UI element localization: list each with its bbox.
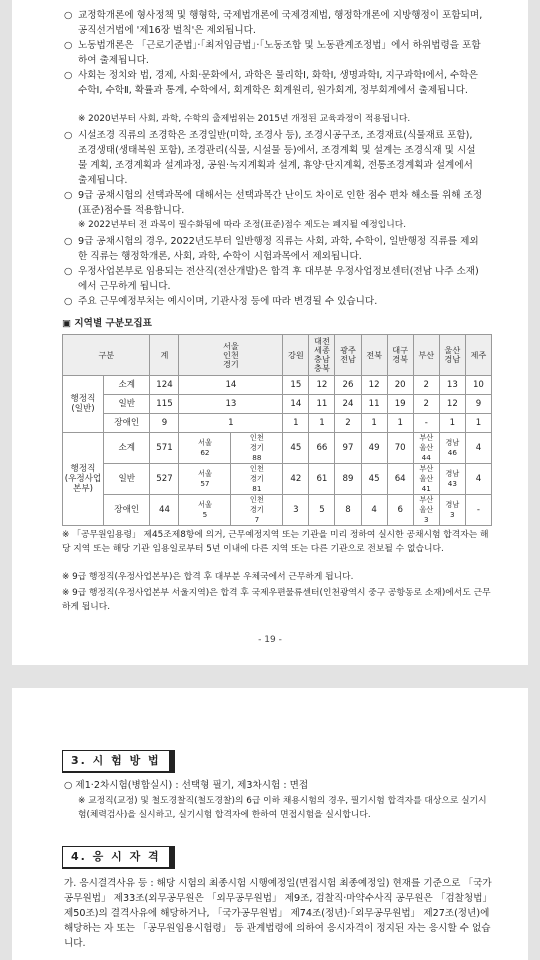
cell: 서울 57 (179, 464, 231, 495)
header-seoul-incheon-gyeonggi: 서울 인천 경기 (179, 335, 283, 376)
table-row (63, 495, 492, 526)
header-jeonbuk: 전북 (361, 335, 387, 376)
cell: 12 (439, 395, 465, 414)
cell: 571 (150, 433, 179, 464)
table-title: ▣ 지역별 구분모집표 (62, 318, 152, 329)
bullet-item (64, 294, 484, 309)
cell: 11 (361, 395, 387, 414)
header-gangwon: 강원 (283, 335, 309, 376)
cell: 2 (413, 395, 439, 414)
table-note: ※ 「공무원임용령」 제45조제8항에 의거, 근무예정지역 또는 기관을 미리 정하여 실시한 공채시험 합격자는 해당 지역 또는 해당 기관 임용일로부터 5년 이내에 다른 지역 또는 다른 기관으로 전보될 수 없습니다. (62, 530, 489, 554)
cell: 10 (465, 376, 491, 395)
header-busan: 부산 (413, 335, 439, 376)
cell: 45 (283, 433, 309, 464)
cell: 부산 울산 44 (413, 433, 439, 464)
bullet-text: 사회는 정치와 법, 경제, 사회·문화에서, 과학은 물리학Ⅰ, 화학Ⅰ, 생명과학Ⅰ, 지구과학Ⅰ에서, 수학은 수학Ⅰ, 수학Ⅱ, 확률과 통계, 수학에서, 회계학은 회계원리, 원가회계, 정부회계에서 출제됩니다. (78, 70, 478, 96)
cell: 1 (309, 414, 335, 433)
group-label: 행정직 (일반) (63, 376, 104, 433)
bullet-marker: ○ (64, 236, 73, 247)
bullet-text: 주요 근무예정부처는 예시이며, 기관사정 등에 따라 변경될 수 있습니다. (78, 296, 378, 307)
cell: 64 (387, 464, 413, 495)
cell: 12 (361, 376, 387, 395)
cell: 3 (283, 495, 309, 526)
table-row (63, 376, 492, 395)
table-row (63, 433, 492, 464)
row-type: 일반 (104, 464, 150, 495)
cell: 4 (465, 464, 491, 495)
cell: 66 (309, 433, 335, 464)
bullet-marker: ○ (64, 266, 73, 277)
table-row (63, 464, 492, 495)
cell: 1 (179, 414, 283, 433)
cell: 12 (309, 376, 335, 395)
cell: 11 (309, 395, 335, 414)
bullet-marker: ○ (64, 190, 73, 201)
bullet-marker: ○ (64, 130, 73, 141)
exam-method-bullet: ○ 제1·2차시험(병합실시) : 선택형 필기, 제3차시험 : 면접 (64, 780, 309, 791)
table-note: ※ 9급 행정직(우정사업본부 서울지역)은 합격 후 국제우편물류센터(인천광역시 중구 공항동로 소재)에서도 근무하게 됩니다. (62, 588, 491, 612)
bullet-text: 시설조경 직류의 조경학은 조경일반(미학, 조경사 등), 조경시공구조, 조경재료(식물재료 포함), 조경생태(생태복원 포함), 조경관리(식물, 시설물 등)에서, 조경계획 및 설계는 조경식재 및 시설물 계획, 조경계획과 설계과정, 공원·녹지계획과 설계, 휴양·단지계획, 전통조경계획과 설계에서 출제됩니다. (78, 130, 476, 186)
inline-note: ※ 2022년부터 전 과목이 필수화됨에 따라 조정(표준)점수 제도는 폐지될 예정입니다. (78, 220, 407, 230)
cell: 42 (283, 464, 309, 495)
eligibility-item: 가. 응시결격사유 등 : 해당 시험의 최종시험 시행예정일(면접시험 최종예정일) 현재를 기준으로 「국가공무원법」 제33조(외무공무원은 「외무공무원법」 제9조, 검찰직·마약수사직 공무원은 「검찰청법」 제50조)의 결격사유에 해당하거나, 「국가공무원법」 제74조(정년)·「외무공무원법」 제27조(정년)에 해당하는 자 또는 「공무원임용시험령」 등 관계법령에 의하여 응시자격이 정지된 자는 응시할 수 없습니다. (64, 878, 493, 949)
cell: 5 (309, 495, 335, 526)
row-type: 소계 (104, 433, 150, 464)
cell: 경남 46 (439, 433, 465, 464)
cell: 15 (283, 376, 309, 395)
cell: 49 (361, 433, 387, 464)
cell: 부산 울산 3 (413, 495, 439, 526)
header-gwangju-jeonnam: 광주 전남 (335, 335, 361, 376)
cell: 26 (335, 376, 361, 395)
cell: 6 (387, 495, 413, 526)
cell: 61 (309, 464, 335, 495)
cell: 115 (150, 395, 179, 414)
cell: 13 (439, 376, 465, 395)
header-daejeon-sejong-chungcheong: 대전 세종 충남 충북 (309, 335, 335, 376)
row-type: 소계 (104, 376, 150, 395)
cell: 경남 3 (439, 495, 465, 526)
cell: 97 (335, 433, 361, 464)
cell: 24 (335, 395, 361, 414)
page-number: - 19 - (258, 635, 282, 645)
cell: 14 (283, 395, 309, 414)
bullet-marker: ○ (64, 40, 73, 51)
recruitment-table (62, 334, 492, 526)
bullet-item (64, 38, 484, 68)
cell: 인천 경기 88 (231, 433, 283, 464)
row-type: 장애인 (104, 414, 150, 433)
bullet-text: 9급 공채시험의 경우, 2022년도부터 일반행정 직류는 사회, 과학, 수학이, 일반행정 직류를 제외한 직류는 행정학개론, 사회, 과학, 수학이 시험과목에서 제외됩니다. (78, 236, 479, 262)
cell: 4 (465, 433, 491, 464)
cell: 527 (150, 464, 179, 495)
cell: 2 (335, 414, 361, 433)
bullet-item (64, 234, 484, 264)
exam-method-note: ※ 교정직(교정) 및 철도경찰직(철도경찰)의 6급 이하 채용시험의 경우, 필기시험 합격자를 대상으로 실기시험(체력검사)을 실시하고, 실기시험 합격자에 한하여 면접시험을 실시합니다. (78, 796, 487, 820)
cell: 14 (179, 376, 283, 395)
header-category: 구분 (63, 335, 150, 376)
row-type: 일반 (104, 395, 150, 414)
cell: 8 (335, 495, 361, 526)
cell: 44 (150, 495, 179, 526)
bullet-item (64, 188, 484, 218)
bullet-item (64, 128, 484, 188)
bullet-item (64, 68, 484, 98)
inline-note: ※ 2020년부터 사회, 과학, 수학의 출제범위는 2015년 개정된 교육과정이 적용됩니다. (78, 114, 411, 124)
header-daegu-gyeongbuk: 대구 경북 (387, 335, 413, 376)
bullet-marker: ○ (64, 296, 73, 307)
bullet-item (64, 264, 484, 294)
cell: 부산 울산 41 (413, 464, 439, 495)
row-type: 장애인 (104, 495, 150, 526)
cell: 인천 경기 7 (231, 495, 283, 526)
cell: - (413, 414, 439, 433)
table-header-row (63, 335, 492, 376)
header-ulsan-gyeongnam: 울산 경남 (439, 335, 465, 376)
table-row (63, 414, 492, 433)
cell: 20 (387, 376, 413, 395)
table-note: ※ 9급 행정직(우정사업본부)은 합격 후 대부분 우체국에서 근무하게 됩니다. (62, 572, 354, 582)
section-heading-exam-method: 3. 시 험 방 법 (62, 750, 175, 773)
cell: 45 (361, 464, 387, 495)
cell: 서울 62 (179, 433, 231, 464)
cell: 89 (335, 464, 361, 495)
cell: 9 (150, 414, 179, 433)
group-label: 행정직 (우정사업 본부) (63, 433, 104, 526)
cell: 1 (439, 414, 465, 433)
cell: 경남 43 (439, 464, 465, 495)
cell: 1 (387, 414, 413, 433)
cell: 70 (387, 433, 413, 464)
cell: 인천 경기 81 (231, 464, 283, 495)
cell: 1 (465, 414, 491, 433)
cell: 서울 5 (179, 495, 231, 526)
cell: 124 (150, 376, 179, 395)
bullet-item (64, 8, 484, 38)
header-jeju: 제주 (465, 335, 491, 376)
bullet-text: 9급 공채시험의 선택과목에 대해서는 선택과목간 난이도 차이로 인한 점수 편차 해소를 위해 조정(표준)점수를 적용합니다. (78, 190, 483, 216)
bullet-text: 우정사업본부로 임용되는 전산직(전산개발)은 합격 후 대부분 우정사업정보센터(전남 나주 소재)에서 근무하게 됩니다. (78, 266, 479, 292)
cell: 19 (387, 395, 413, 414)
bullet-marker: ○ (64, 10, 73, 21)
header-total: 계 (150, 335, 179, 376)
bullet-marker: ○ (64, 70, 73, 81)
document-page-1 (12, 0, 528, 665)
cell: 13 (179, 395, 283, 414)
cell: 2 (413, 376, 439, 395)
bullet-text: 노동법개론은 「근로기준법」·「최저임금법」·「노동조합 및 노동관계조정법」에서 하위법령을 포함하여 출제됩니다. (78, 40, 481, 66)
cell: 1 (283, 414, 309, 433)
cell: 4 (361, 495, 387, 526)
cell: - (465, 495, 491, 526)
cell: 1 (361, 414, 387, 433)
table-row (63, 395, 492, 414)
section-heading-eligibility: 4. 응 시 자 격 (62, 846, 175, 869)
bullet-text: 교정학개론에 형사정책 및 행형학, 국제법개론에 국제경제법, 행정학개론에 지방행정이 포함되며, 공직선거법에 '제16장 벌칙'은 제외됩니다. (78, 10, 483, 36)
cell: 9 (465, 395, 491, 414)
document-page-2 (12, 688, 528, 960)
